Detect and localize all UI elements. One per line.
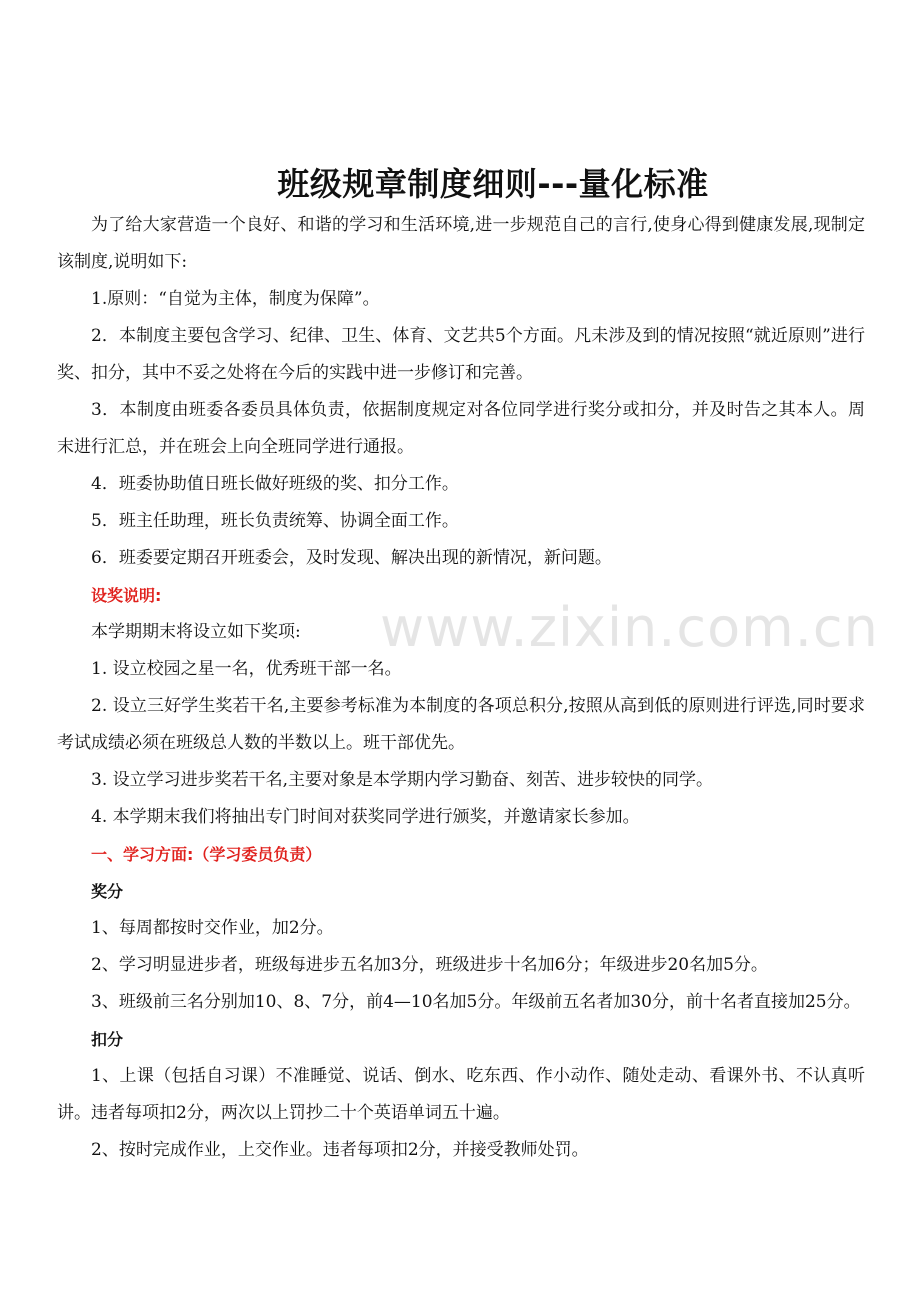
bonus-item-2: 2、学习明显进步者，班级每进步五名加3分，班级进步十名加6分；年级进步20名加5分。 <box>91 955 768 975</box>
award-item-2: 2. 设立三好学生奖若干名,主要参考标准为本制度的各项总积分,按照从高到低的原则进行评选,同时要求考试成绩必须在班级总人数的半数以上。班干部优先。 <box>57 696 865 753</box>
rule-3: 3．本制度由班委各委员具体负责，依据制度规定对各位同学进行奖分或扣分，并及时告之其本人。周末进行汇总，并在班会上向全班同学进行通报。 <box>57 400 865 457</box>
bonus-item-3: 3、班级前三名分别加10、8、7分，前4—10名加5分。年级前五名者加30分，前十名者直接加25分。 <box>91 992 861 1012</box>
rule-4: 4．班委协助值日班长做好班级的奖、扣分工作。 <box>91 474 459 494</box>
watermark: www.zixin.com.cn <box>380 596 879 659</box>
award-item-1: 1. 设立校园之星一名，优秀班干部一名。 <box>91 659 402 679</box>
rule-6: 6．班委要定期召开班委会，及时发现、解决出现的新情况，新问题。 <box>91 548 612 568</box>
deduct-item-1: 1、上课（包括自习课）不准睡觉、说话、倒水、吃东西、作小动作、随处走动、看课外书、不认真听讲。违者每项扣2分，两次以上罚抄二十个英语单词五十遍。 <box>57 1066 865 1123</box>
document-body <box>57 207 865 1169</box>
deduct-item-2: 2、按时完成作业，上交作业。违者每项扣2分，并接受教师处罚。 <box>91 1140 589 1160</box>
intro-paragraph: 为了给大家营造一个良好、和谐的学习和生活环境,进一步规范自己的言行,使身心得到健康发展,现制定该制度,说明如下: <box>57 215 865 272</box>
award-item-4: 4. 本学期末我们将抽出专门时间对获奖同学进行颁奖，并邀请家长参加。 <box>91 807 640 827</box>
rule-5: 5．班主任助理，班长负责统筹、协调全面工作。 <box>91 511 459 531</box>
section1-heading: 一、学习方面:（学习委员负责） <box>91 845 322 864</box>
awards-intro: 本学期期末将设立如下奖项: <box>91 622 301 642</box>
deduct-heading: 扣分 <box>91 1030 124 1049</box>
awards-heading: 设奖说明: <box>91 586 162 605</box>
rule-1: 1.原则：“自觉为主体，制度为保障”。 <box>91 289 380 309</box>
bonus-heading: 奖分 <box>91 882 124 901</box>
page-title: 班级规章制度细则---量化标准 <box>277 165 709 203</box>
award-item-3: 3. 设立学习进步奖若干名,主要对象是本学期内学习勤奋、刻苦、进步较快的同学。 <box>91 770 714 790</box>
bonus-item-1: 1、每周都按时交作业，加2分。 <box>91 918 334 938</box>
rule-2: 2．本制度主要包含学习、纪律、卫生、体育、文艺共5个方面。凡未涉及到的情况按照“就近原则”进行奖、扣分，其中不妥之处将在今后的实践中进一步修订和完善。 <box>57 326 865 383</box>
